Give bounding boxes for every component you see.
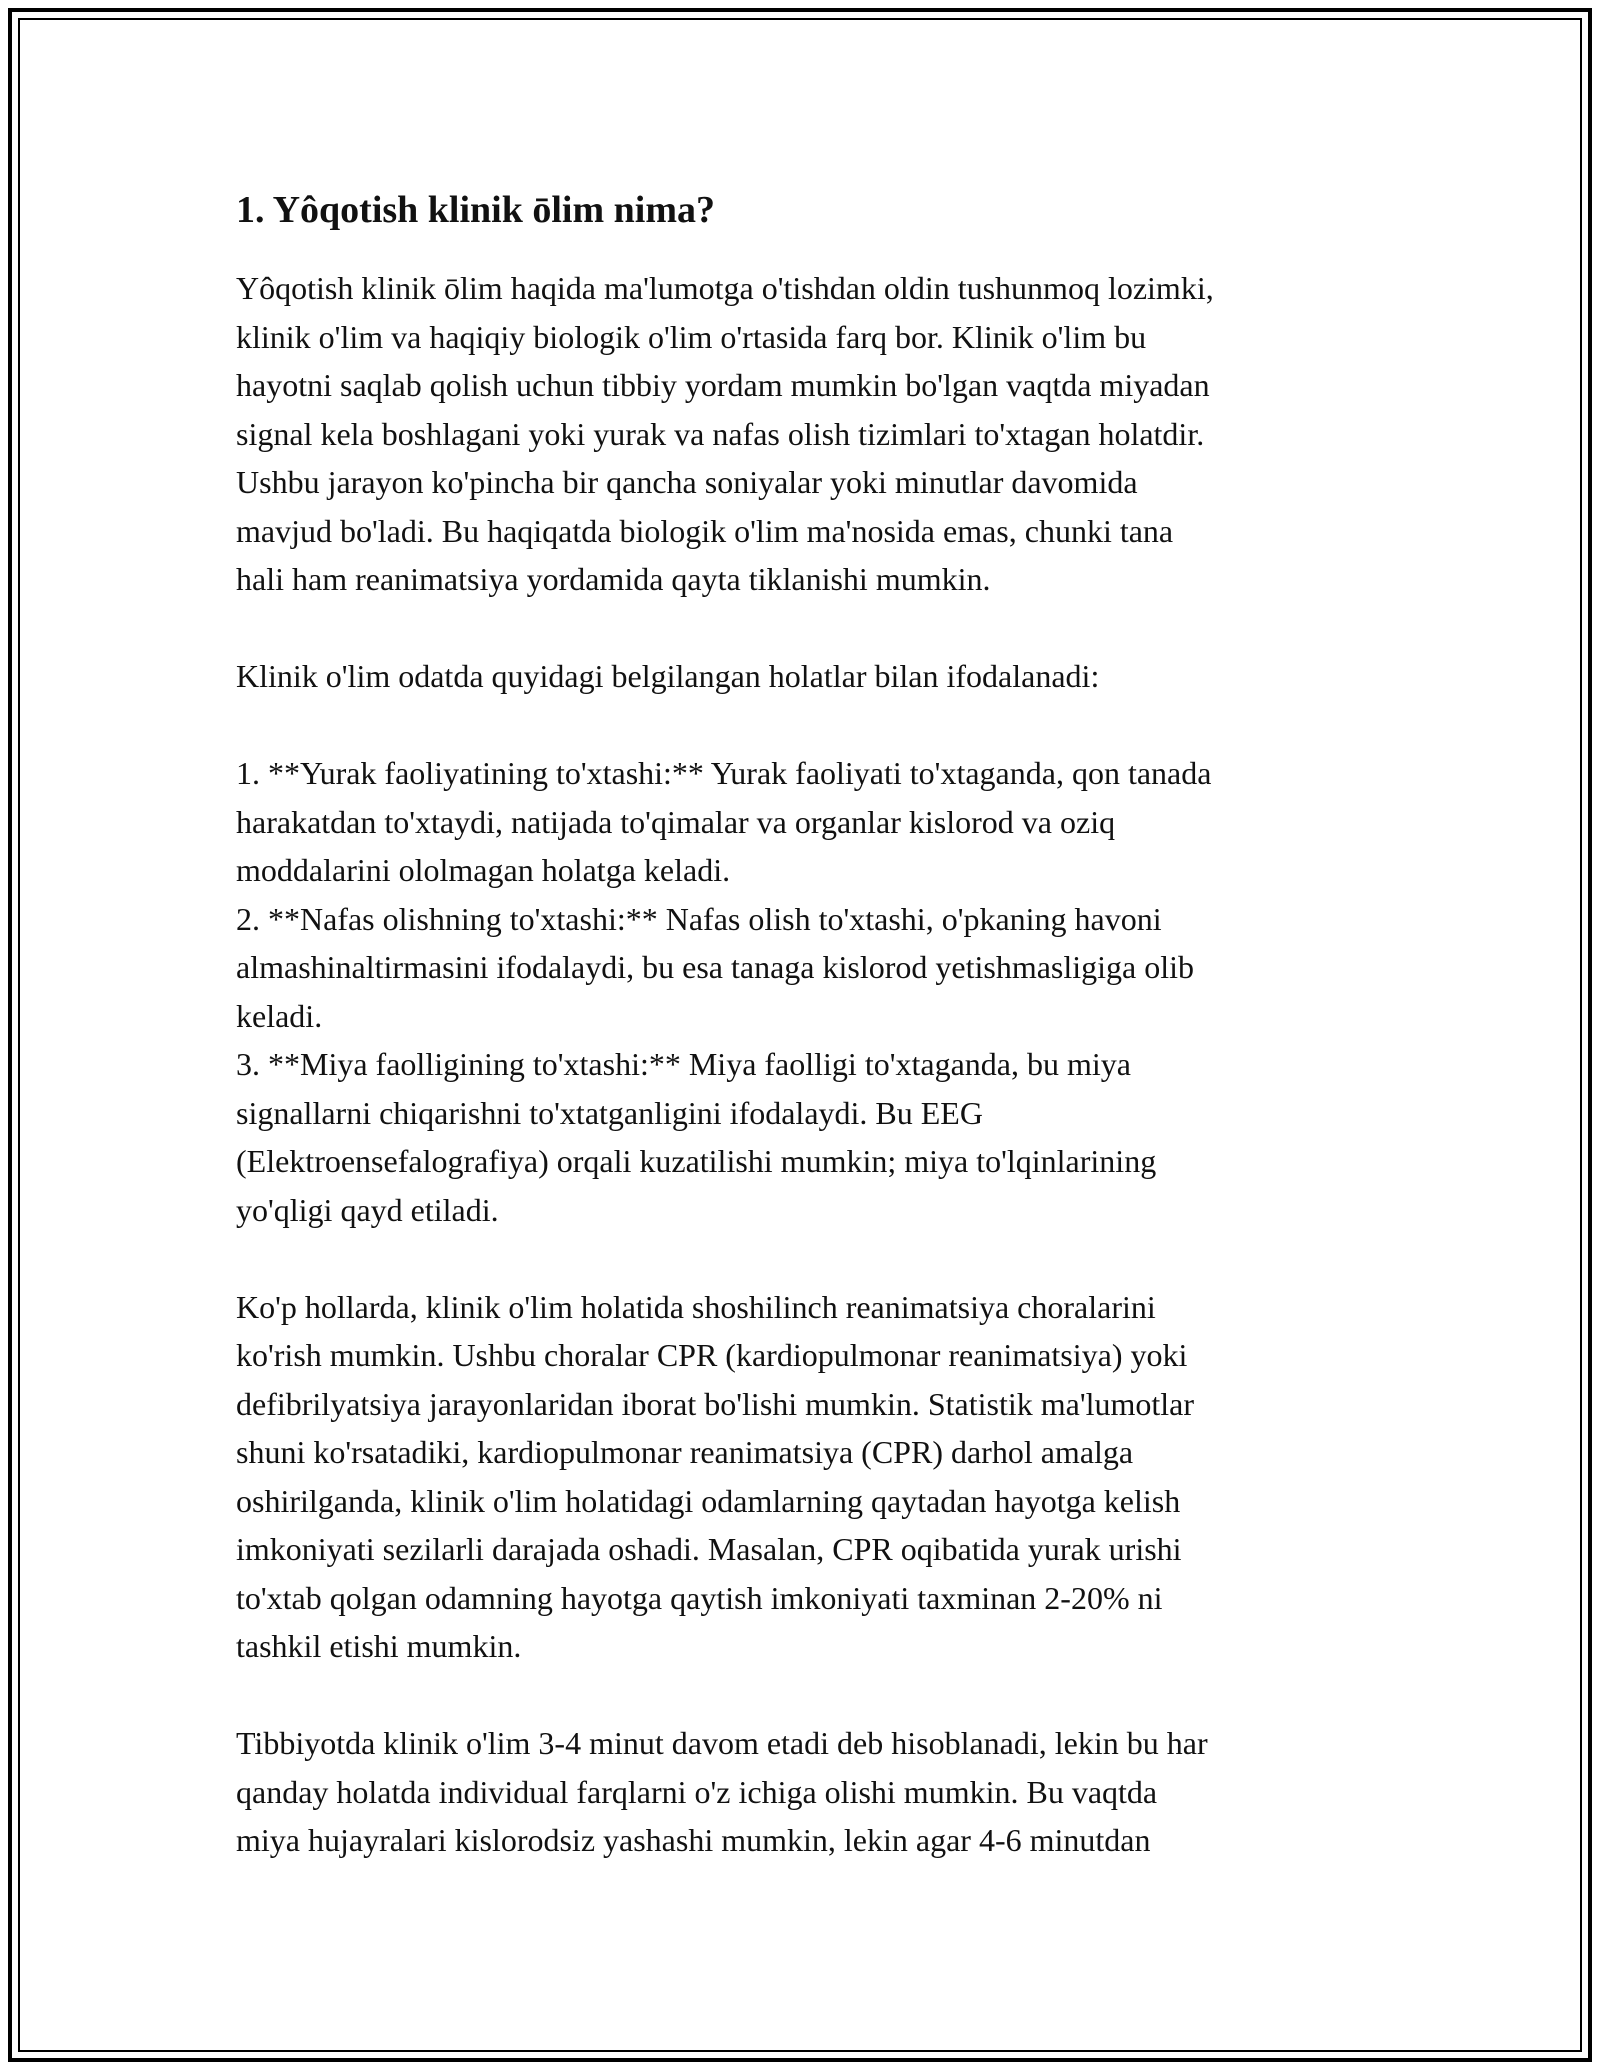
document-content (236, 186, 1366, 1865)
document-body: Yôqotish klinik ōlim haqida ma'lumotga o'tishdan oldin tushunmoq lozimki, klinik o'lim va haqiqiy biologik o'lim o'rtasida farq bor. Klinik o'lim bu hayotni saqlab qolish uchun tibbiy yordam mumkin bo'lgan vaqtda miyadan signal kela boshlagani yoki yurak va nafas olish tizimlari to'xtagan holatdir. Ushbu jarayon ko'pincha bir qancha soniyalar yoki minutlar davomida mavjud bo'ladi. Bu haqiqatda biologik o'lim ma'nosida emas, chunki tana hali ham reanimatsiya yordamida qayta tiklanishi mumkin. Klinik o'lim odatda quyidagi belgilangan holatlar bilan ifodalanadi: 1. **Yurak faoliyatining to'xtashi:** Yurak faoliyati to'xtaganda, qon tanada harakatdan to'xtaydi, natijada to'qimalar va organlar kislorod va oziq moddalarini ololmagan holatga keladi. 2. **Nafas olishning to'xtashi:** Nafas olish to'xtashi, o'pkaning havoni almashinaltirmasini ifodalaydi, bu esa tanaga kislorod yetishmasligiga olib keladi. 3. **Miya faolligining to'xtashi:** Miya faolligi to'xtaganda, bu miya signallarni chiqarishni to'xtatganligini ifodalaydi. Bu EEG (Elektroensefalografiya) orqali kuzatilishi mumkin; miya to'lqinlarining yo'qligi qayd etiladi. Ko'p hollarda, klinik o'lim holatida shoshilinch reanimatsiya choralarini ko'rish mumkin. Ushbu choralar CPR (kardiopulmonar reanimatsiya) yoki defibrilyatsiya jarayonlaridan iborat bo'lishi mumkin. Statistik ma'lumotlar shuni ko'rsatadiki, kardiopulmonar reanimatsiya (CPR) darhol amalga oshirilganda, klinik o'lim holatidagi odamlarning qaytadan hayotga kelish imkoniyati sezilarli darajada oshadi. Masalan, CPR oqibatida yurak urishi to'xtab qolgan odamning hayotga qaytish imkoniyati taxminan 2-20% ni tashkil etishi mumkin. Tibbiyotda klinik o'lim 3-4 minut davom etadi deb hisoblanadi, lekin bu har qanday holatda individual farqlarni o'z ichiga olishi mumkin. Bu vaqtda miya hujayralari kislorodsiz yashashi mumkin, lekin agar 4-6 minutdan (236, 270, 1214, 1858)
document-title: 1. Yôqotish klinik ōlim nima? (236, 189, 715, 231)
